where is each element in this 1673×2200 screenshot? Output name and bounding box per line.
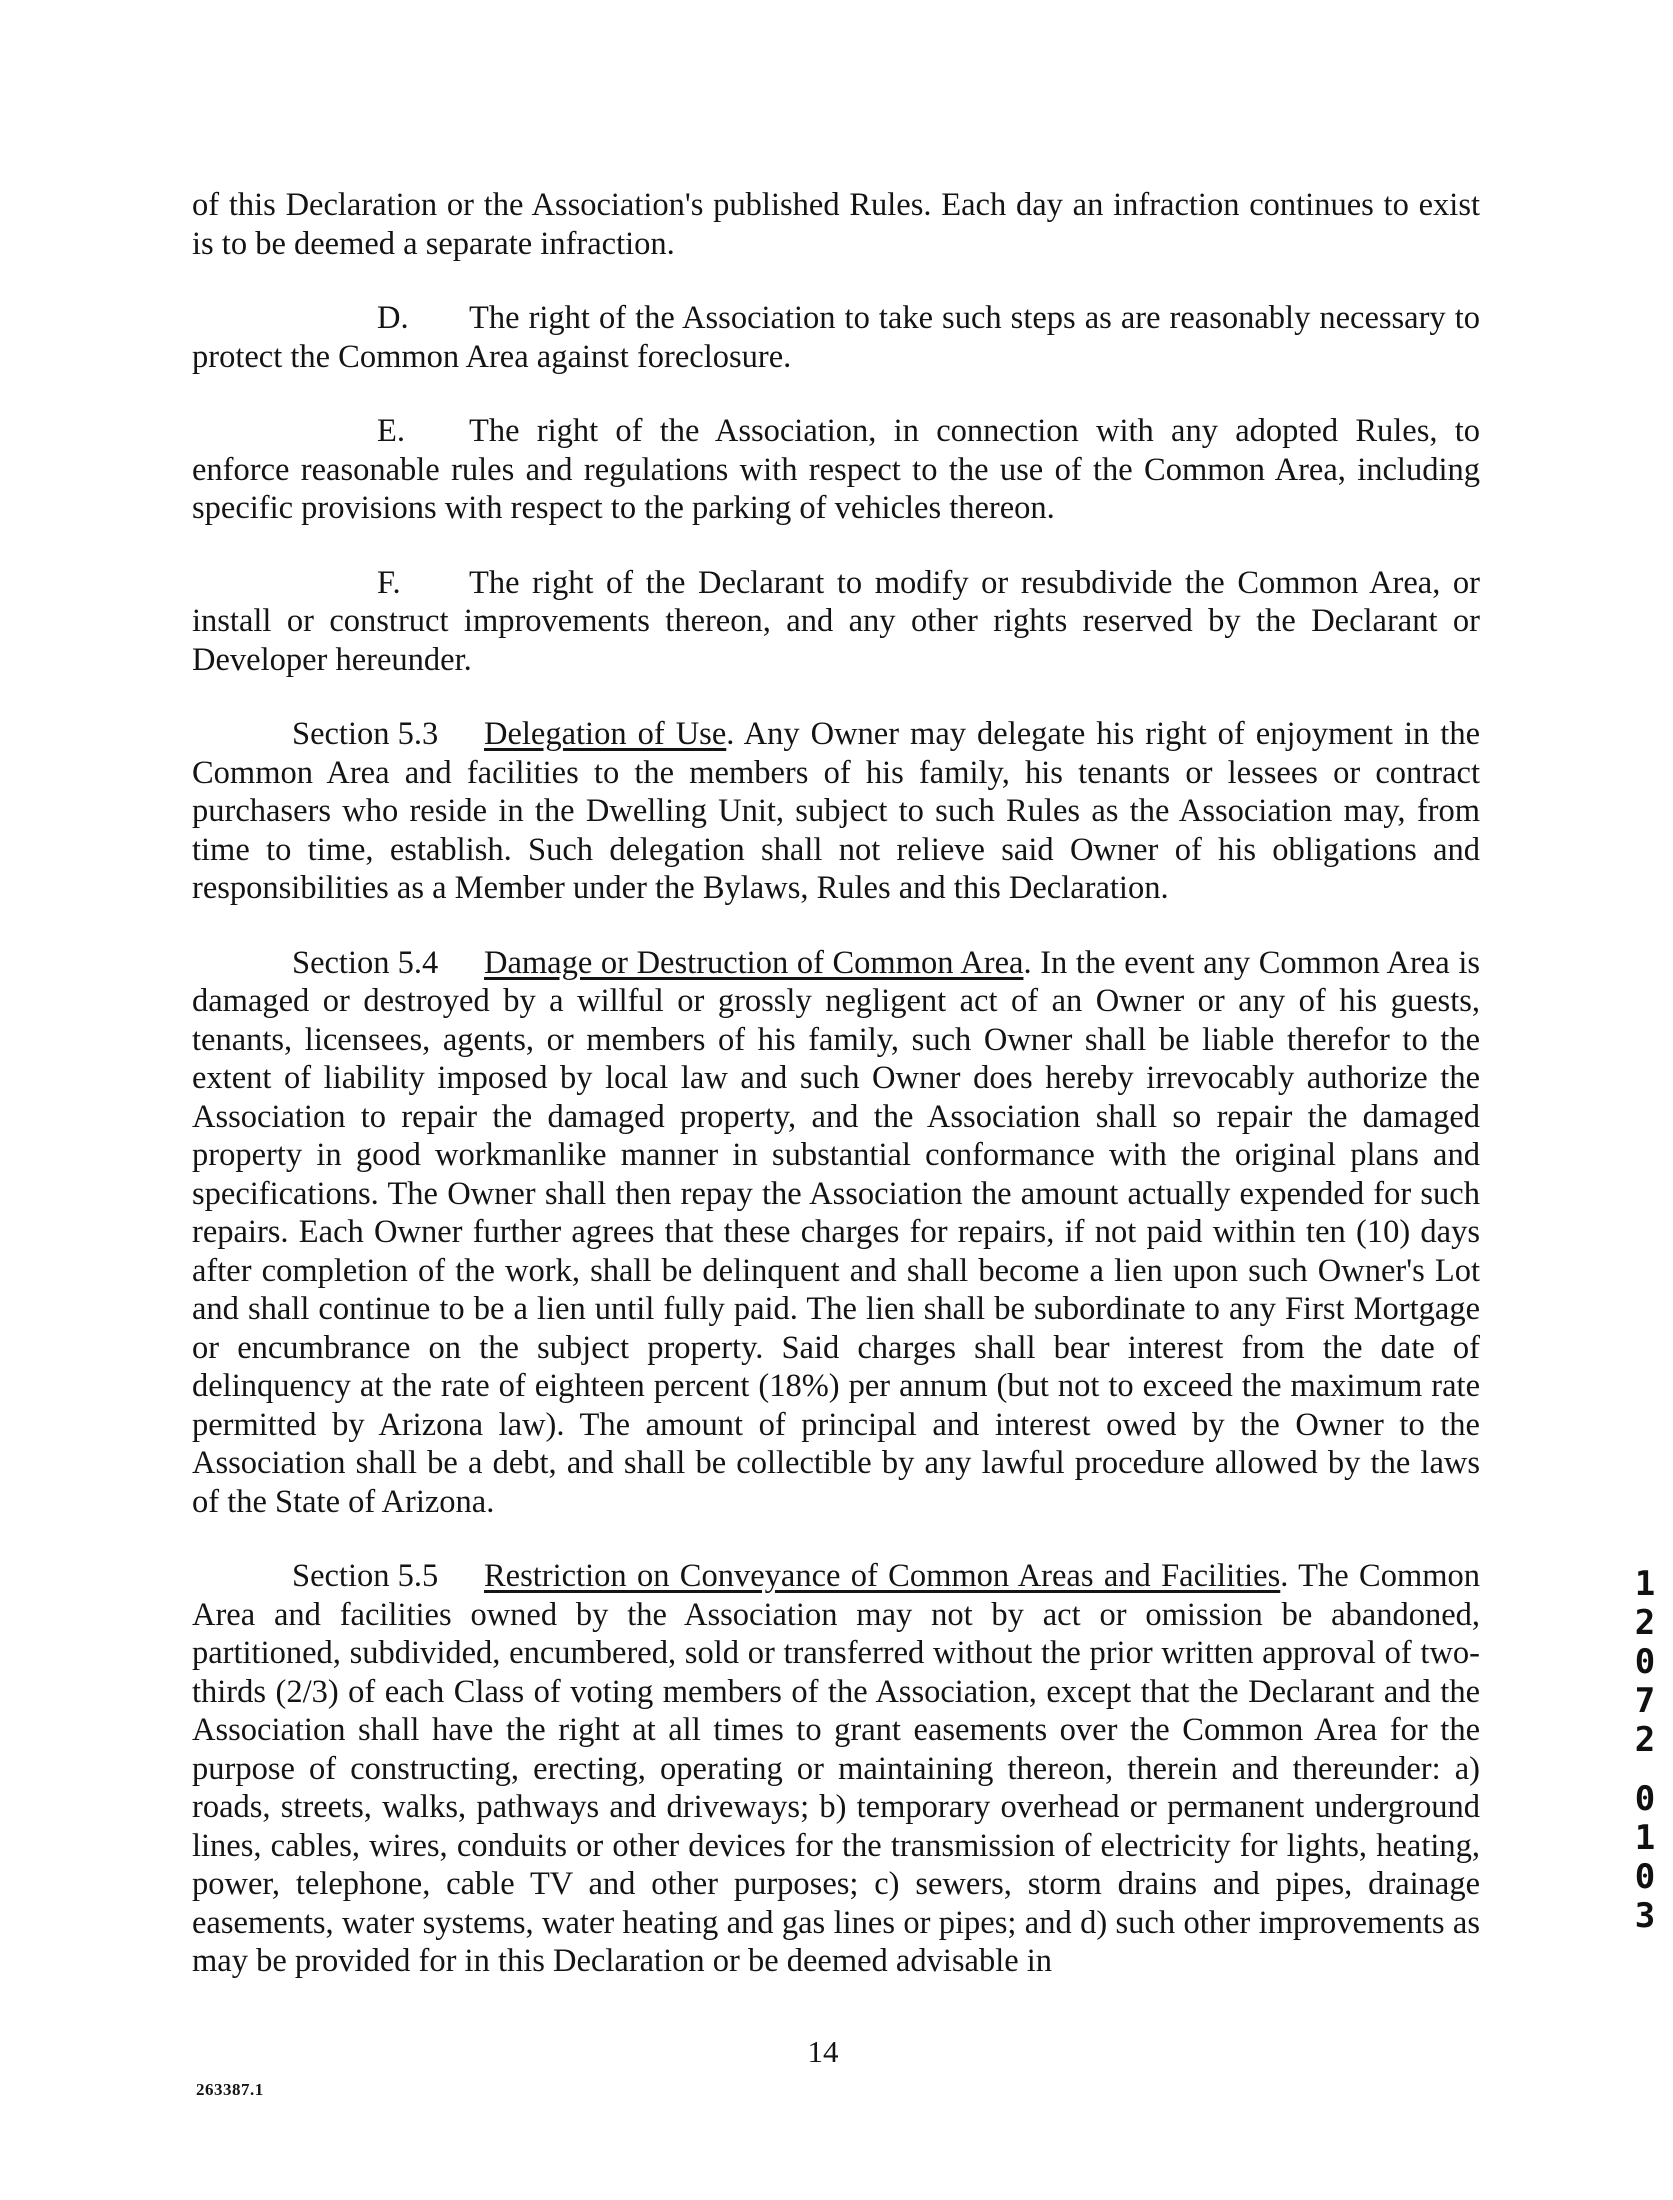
item-d-letter: D. bbox=[377, 300, 409, 336]
section-5-3-heading: Delegation of Use bbox=[484, 716, 727, 752]
section-5-3-body: . Any Owner may delegate his right of enjoyment in the Common Area and facilities to the members of his family, his tenants or lessees or contract purchasers who reside in the Dwelling Unit, subject to such Rules as the Association may, from time to time, establish. Such delegation shall not relieve said Owner of his obligations and responsibilities as a Member under the Bylaws, Rules and this Declaration. bbox=[192, 716, 1480, 906]
item-e-text: The right of the Association, in connection with any adopted Rules, to enforce reasonable rules and regulations with respect to the use of the Common Area, including specific provisions with respect to the parking of vehicles thereon. bbox=[192, 413, 1480, 526]
section-5-4-body: . In the event any Common Area is damaged or destroyed by a willful or grossly negligent act of an Owner or any of his guests, tenants, licensees, agents, or members of his family, such Owner shall be liable therefor to the extent of liability imposed by local law and such Owner does hereby irrevocably authorize the Association to repair the damaged property, and the Association shall so repair the damaged property in good workmanlike manner in substantial conformance with the original plans and specifications. The Owner shall then repay the Association the amount actually expended for such repairs. Each Owner further agrees that these charges for repairs, if not paid within ten (10) days after completion of the work, shall be delinquent and shall become a lien upon such Owner's Lot and shall continue to be a lien until fully paid. The lien shall be subordinate to any First Mortgage or encumbrance on the subject property. Said charges shall bear interest from the date of delinquency at the rate of eighteen percent (18%) per annum (but not to exceed the maximum rate permitted by Arizona law). The amount of principal and interest owed by the Owner to the Association shall be a debt, and shall be collectible by any lawful procedure allowed by the laws of the State of Arizona. bbox=[192, 944, 1480, 1520]
section-5-4 bbox=[192, 944, 1480, 1522]
section-5-5 bbox=[192, 1557, 1480, 1981]
stamp-digit: 2 bbox=[1634, 1603, 1656, 1643]
section-5-5-heading: Restriction on Conveyance of Common Areas and Facilities bbox=[484, 1558, 1281, 1594]
continuation-paragraph: of this Declaration or the Association's published Rules. Each day an infraction continues to exist is to be deemed a separate infraction. bbox=[192, 187, 1480, 262]
item-d-text: The right of the Association to take such steps as are reasonably necessary to protect the Common Area against foreclosure. bbox=[192, 300, 1480, 375]
item-f-letter: F. bbox=[377, 564, 401, 601]
stamp-digit: 0 bbox=[1634, 1779, 1656, 1819]
section-5-4-heading: Damage or Destruction of Common Area bbox=[484, 944, 1024, 981]
stamp-digit: 3 bbox=[1634, 1896, 1656, 1936]
document-body bbox=[192, 186, 1480, 1981]
recording-stamp-upper bbox=[1630, 1565, 1660, 1760]
item-f bbox=[192, 564, 1480, 680]
stamp-digit: 0 bbox=[1634, 1857, 1656, 1897]
recording-stamp-lower bbox=[1630, 1780, 1660, 1936]
footer-document-id: 263387.1 bbox=[196, 2080, 264, 2099]
item-e-letter: E. bbox=[377, 413, 405, 449]
stamp-digit: 2 bbox=[1634, 1720, 1656, 1760]
section-5-5-body: . The Common Area and facilities owned by the Association may not by act or omission be abandoned, partitioned, subdivided, encumbered, sold or transferred without the prior written approval of two-thirds (2/3) of each Class of voting members of the Association, except that the Declarant and the Association shall have the right at all times to grant easements over the Common Area for the purpose of constructing, erecting, operating or maintaining thereon, therein and thereunder: a) roads, streets, walks, pathways and driveways; b) temporary overhead or permanent underground lines, cables, wires, conduits or other devices for the transmission of electricity for lights, heating, power, telephone, cable TV and other purposes; c) sewers, storm drains and pipes, drainage easements, water systems, water heating and gas lines or pipes; and d) such other improvements as may be provided for in this Declaration or be deemed advisable in bbox=[192, 1558, 1480, 1979]
page-number: 14 bbox=[807, 2034, 839, 2069]
stamp-digit: 0 bbox=[1634, 1642, 1656, 1682]
item-e bbox=[192, 412, 1480, 528]
section-5-4-number: Section 5.4 bbox=[292, 944, 439, 981]
section-5-5-number: Section 5.5 bbox=[292, 1558, 439, 1594]
item-d bbox=[192, 299, 1480, 376]
section-5-3 bbox=[192, 715, 1480, 908]
stamp-digit: 7 bbox=[1634, 1681, 1656, 1721]
stamp-digit: 1 bbox=[1634, 1564, 1656, 1604]
item-f-text: The right of the Declarant to modify or resubdivide the Common Area, or install or construct improvements thereon, and any other rights reserved by the Declarant or Developer hereunder. bbox=[192, 564, 1480, 678]
stamp-digit: 1 bbox=[1634, 1818, 1656, 1858]
section-5-3-number: Section 5.3 bbox=[292, 716, 439, 752]
